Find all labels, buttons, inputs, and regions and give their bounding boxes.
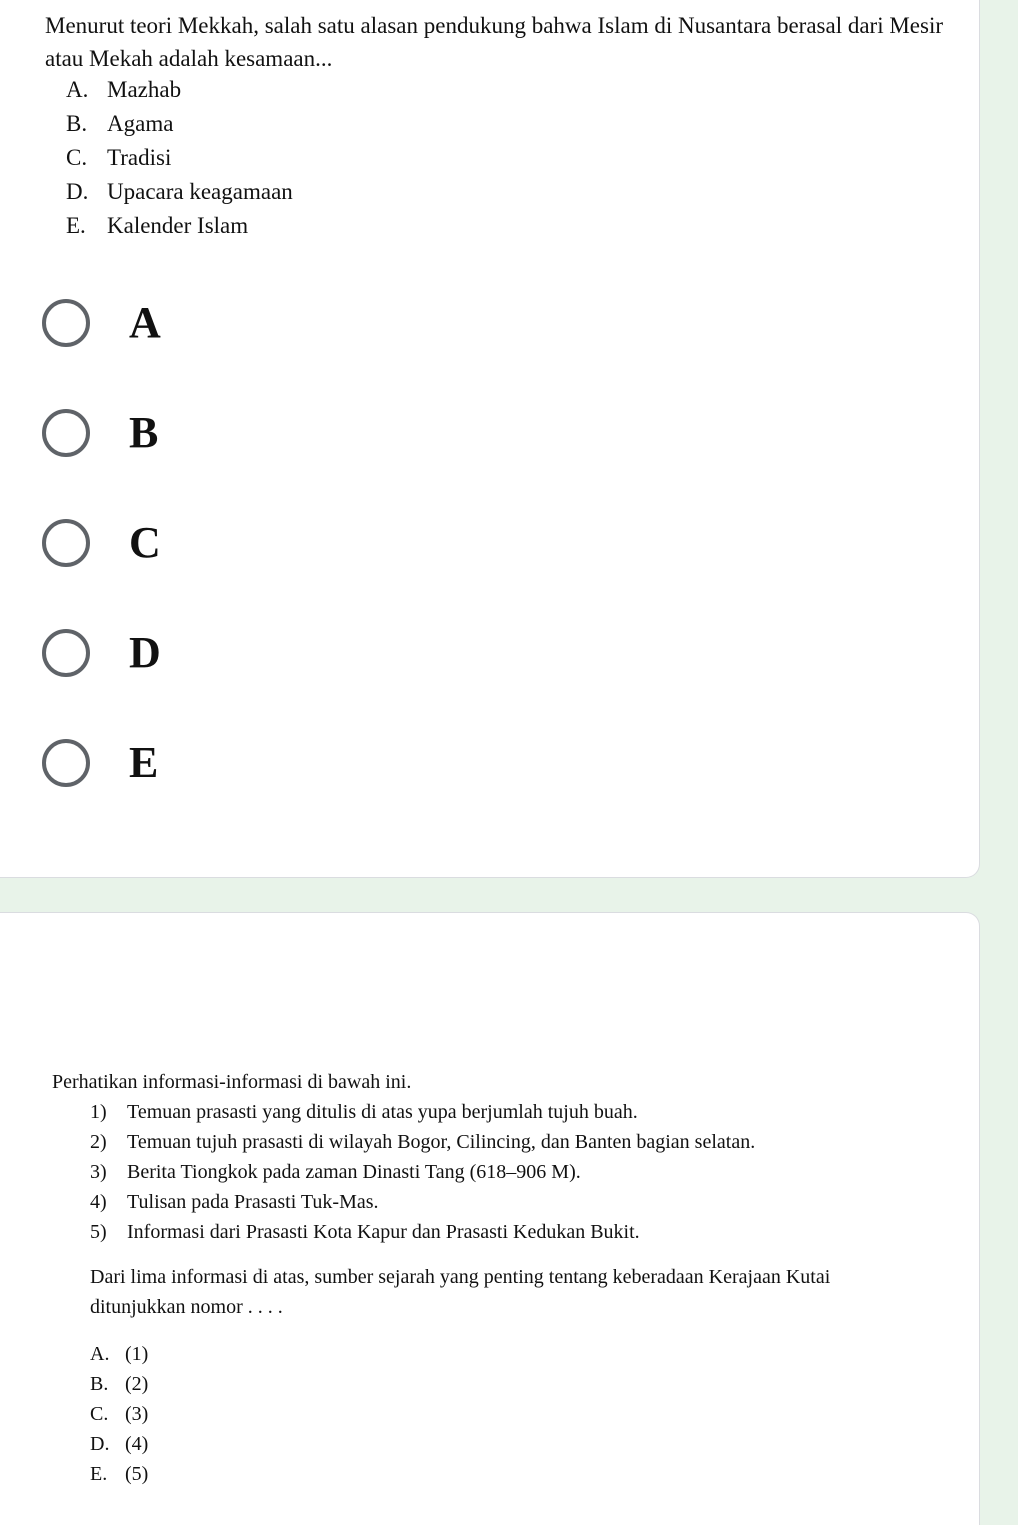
list-item: 3) Berita Tiongkok pada zaman Dinasti Tang (618–906 M). [90, 1161, 581, 1183]
radio-circle-icon[interactable] [42, 519, 90, 567]
list-item: D. (4) [90, 1433, 149, 1455]
radio-label-e: E [129, 738, 159, 787]
radio-circle-icon[interactable] [42, 629, 90, 677]
list-item: E. Kalender Islam [66, 213, 249, 238]
list-item: D. Upacara keagamaan [66, 179, 293, 204]
radio-label-a: A [129, 298, 161, 347]
question-1-text: Menurut teori Mekkah, salah satu alasan pendukung bahwa Islam di Nusantara berasal dari Mesir atau Mekah adalah kesamaan... [45, 13, 943, 71]
list-item: 5) Informasi dari Prasasti Kota Kapur dan Prasasti Kedukan Bukit. [90, 1221, 640, 1243]
radio-option-a[interactable] [42, 295, 161, 351]
list-item: A. Mazhab [66, 77, 182, 102]
radio-option-c[interactable] [42, 515, 161, 571]
radio-option-e[interactable] [42, 735, 158, 791]
radio-option-d[interactable] [42, 625, 161, 681]
radio-option-b[interactable] [42, 405, 158, 461]
list-item: B. Agama [66, 111, 174, 136]
list-item: C. Tradisi [66, 145, 172, 170]
radio-circle-icon[interactable] [42, 409, 90, 457]
question-2-text: Dari lima informasi di atas, sumber sejarah yang penting tentang keberadaan Kerajaan Kutai ditunjukkan nomor . . . . [90, 1266, 831, 1318]
list-item: E. (5) [90, 1463, 149, 1485]
radio-circle-icon[interactable] [42, 739, 90, 787]
radio-circle-icon[interactable] [42, 299, 90, 347]
question-2-intro: Perhatikan informasi-informasi di bawah ini. [52, 1071, 412, 1093]
radio-label-d: D [129, 628, 161, 677]
list-item: 2) Temuan tujuh prasasti di wilayah Bogor, Cilincing, dan Banten bagian selatan. [90, 1131, 756, 1153]
list-item: A. (1) [90, 1343, 149, 1365]
question-2-image-options [90, 1339, 148, 1489]
list-item: B. (2) [90, 1373, 149, 1395]
list-item: 4) Tulisan pada Prasasti Tuk-Mas. [90, 1191, 379, 1213]
list-item: 1) Temuan prasasti yang ditulis di atas yupa berjumlah tujuh buah. [90, 1101, 638, 1123]
radio-label-b: B [129, 408, 159, 457]
question-1-image-options [66, 73, 293, 243]
list-item: C. (3) [90, 1403, 149, 1425]
question-2-info-list [90, 1097, 755, 1247]
radio-label-c: C [129, 518, 161, 567]
